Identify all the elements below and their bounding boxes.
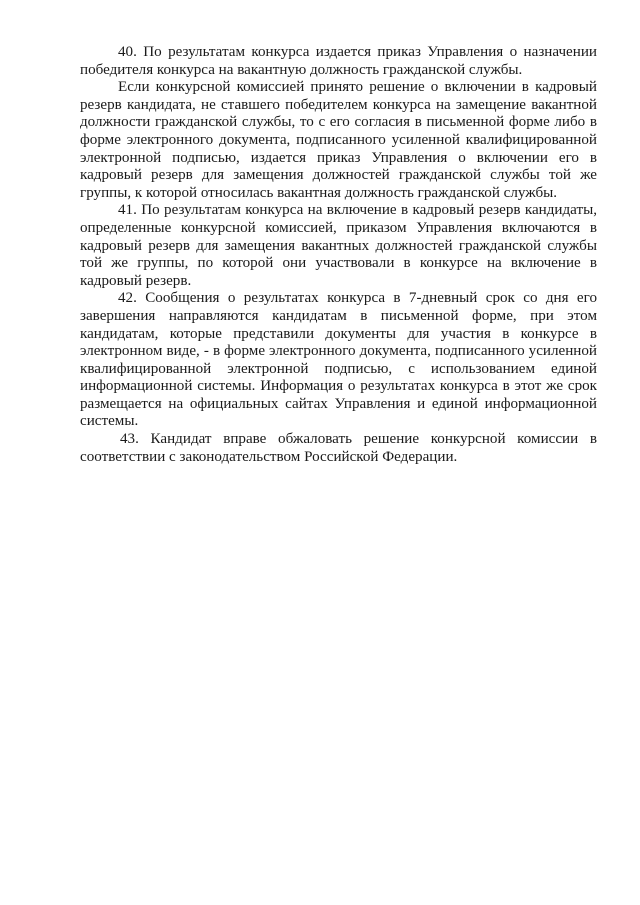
paragraph-43: 43. Кандидат вправе обжаловать решение конкурсной комиссии в соответствии с законодательством Российской Федерации. bbox=[80, 431, 597, 465]
paragraph-41: 41. По результатам конкурса на включение в кадровый резерв кандидаты, определенные конкурсной комиссией, приказом Управления включаются в кадровый резерв для замещения вакантных должностей гражданской службы той же группы, по которой они участвовали в конкурсе на включение в кадровый резерв. bbox=[80, 202, 597, 289]
paragraph-40: 40. По результатам конкурса издается приказ Управления о назначении победителя конкурса на вакантную должность гражданской службы. bbox=[80, 44, 597, 78]
paragraph-42: 42. Сообщения о результатах конкурса в 7-дневный срок со дня его завершения направляются кандидатам в письменной форме, при этом кандидатам, которые представили документы для участия в конкурсе в электронном виде, - в форме электронного документа, подписанного усиленной квалифицированной электронной подписью, с использованием единой информационной системы. Информация о результатах конкурса в этот же срок размещается на официальных сайтах Управления и единой информационной системы. bbox=[80, 290, 597, 430]
document-body bbox=[80, 44, 597, 466]
paragraph-40-continued: Если конкурсной комиссией принято решение о включении в кадровый резерв кандидата, не ставшего победителем конкурса на замещение вакантной должности гражданской службы, то с его согласия в письменной форме либо в форме электронного документа, подписанного усиленной квалифицированной электронной подписью, издается приказ Управления о включении его в кадровый резерв для замещения должностей гражданской службы той же группы, к которой относилась вакантная должность гражданской службы. bbox=[80, 79, 597, 201]
